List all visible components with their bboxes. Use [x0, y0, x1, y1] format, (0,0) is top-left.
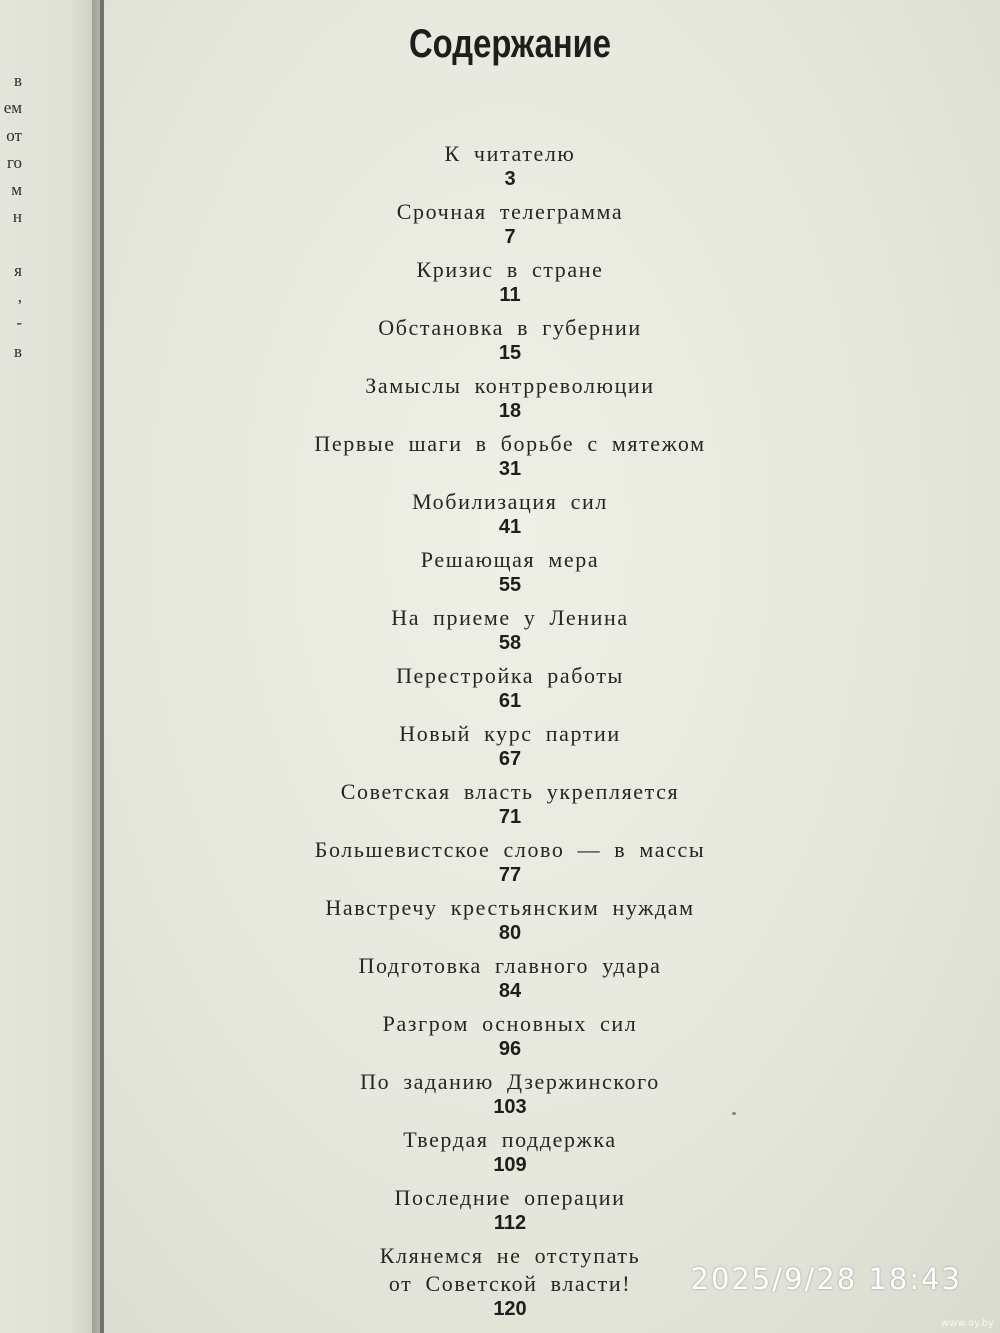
toc-entry-title: Клянемся не отступать от Советской власти!	[379, 1243, 641, 1296]
left-page-fragment: -	[16, 313, 22, 332]
toc-entry	[104, 720, 916, 770]
toc-entry	[104, 604, 916, 654]
toc-entry	[104, 198, 916, 248]
toc-entry	[104, 1010, 916, 1060]
toc-entry	[104, 1184, 916, 1234]
toc-entry-title: Навстречу крестьянским нуждам	[325, 895, 695, 920]
page-title: Содержание	[408, 22, 612, 66]
toc-entry-title: Советская власть укрепляется	[340, 779, 680, 804]
photo-timestamp: 2025/9/28 18:43	[690, 1262, 962, 1296]
left-page-fragment: м	[11, 180, 22, 199]
left-page-fragment: в	[13, 71, 22, 90]
toc-entry-page-number: 112	[493, 1212, 527, 1234]
left-page-fragment: го	[6, 153, 22, 172]
toc-entry-title: Первые шаги в борьбе с мятежом	[314, 431, 706, 456]
toc-entry-title: Кризис в стране	[416, 257, 604, 282]
toc-entry	[104, 952, 916, 1002]
toc-entry-title: Большевистское слово — в массы	[314, 837, 706, 862]
toc-entry-page-number: 80	[498, 922, 522, 944]
toc-entry-page-number: 103	[493, 1096, 527, 1118]
toc-entry-title: Замыслы контрреволюции	[365, 373, 655, 398]
toc-entry-page-number: 71	[498, 806, 522, 828]
toc-entry	[104, 488, 916, 538]
toc-entry-page-number: 96	[498, 1038, 522, 1060]
toc-entry-page-number: 31	[498, 458, 522, 480]
toc-entry-page-number: 18	[498, 400, 522, 422]
left-facing-page	[0, 0, 100, 1333]
left-page-fragment: н	[12, 207, 22, 226]
toc-entry	[104, 256, 916, 306]
toc-entry-page-number: 77	[498, 864, 522, 886]
table-of-contents	[104, 140, 916, 1328]
toc-entry-page-number: 120	[493, 1298, 527, 1320]
toc-entry-page-number: 61	[498, 690, 522, 712]
paper-speck	[732, 1112, 736, 1115]
toc-entry-title: По заданию Дзержинского	[360, 1069, 660, 1094]
toc-entry-page-number: 55	[498, 574, 522, 596]
toc-entry-page-number: 3	[504, 168, 516, 190]
toc-entry-title: Разгром основных сил	[382, 1011, 638, 1036]
toc-entry-page-number: 58	[498, 632, 522, 654]
left-page-fragment: от	[6, 126, 22, 145]
toc-entry-page-number: 67	[498, 748, 522, 770]
toc-entry-title: Новый курс партии	[399, 721, 621, 746]
site-watermark: www.ay.by	[941, 1318, 994, 1329]
left-page-fragment: в	[13, 342, 22, 361]
toc-entry	[104, 1126, 916, 1176]
toc-entry-title: Срочная телеграмма	[396, 199, 624, 224]
toc-entry-title: Перестройка работы	[396, 663, 624, 688]
toc-entry-page-number: 7	[504, 226, 516, 248]
toc-entry	[104, 314, 916, 364]
left-page-fragment: ем	[3, 98, 22, 117]
toc-entry	[104, 1068, 916, 1118]
contents-page	[104, 0, 1000, 1333]
toc-entry-title: Подготовка главного удара	[358, 953, 662, 978]
toc-entry	[104, 372, 916, 422]
toc-entry-title: Твердая поддержка	[403, 1127, 617, 1152]
left-page-fragment: я	[14, 261, 22, 280]
toc-entry-page-number: 11	[499, 284, 521, 306]
toc-entry-page-number: 109	[493, 1154, 527, 1176]
toc-entry	[104, 894, 916, 944]
toc-entry-title: К читателю	[444, 141, 576, 166]
toc-entry-page-number: 15	[498, 342, 522, 364]
toc-entry	[104, 778, 916, 828]
toc-entry-title: Мобилизация сил	[412, 489, 608, 514]
toc-entry	[104, 662, 916, 712]
toc-entry-page-number: 41	[498, 516, 522, 538]
toc-entry-title: Обстановка в губернии	[378, 315, 642, 340]
toc-entry-page-number: 84	[498, 980, 522, 1002]
toc-entry-title: Решающая мера	[420, 547, 600, 572]
toc-entry	[104, 430, 916, 480]
left-page-fragment: ,	[17, 287, 22, 306]
toc-entry	[104, 140, 916, 190]
toc-entry-title: На приеме у Ленина	[391, 605, 629, 630]
toc-entry-title: Последние операции	[394, 1185, 626, 1210]
toc-entry	[104, 546, 916, 596]
toc-entry	[104, 836, 916, 886]
